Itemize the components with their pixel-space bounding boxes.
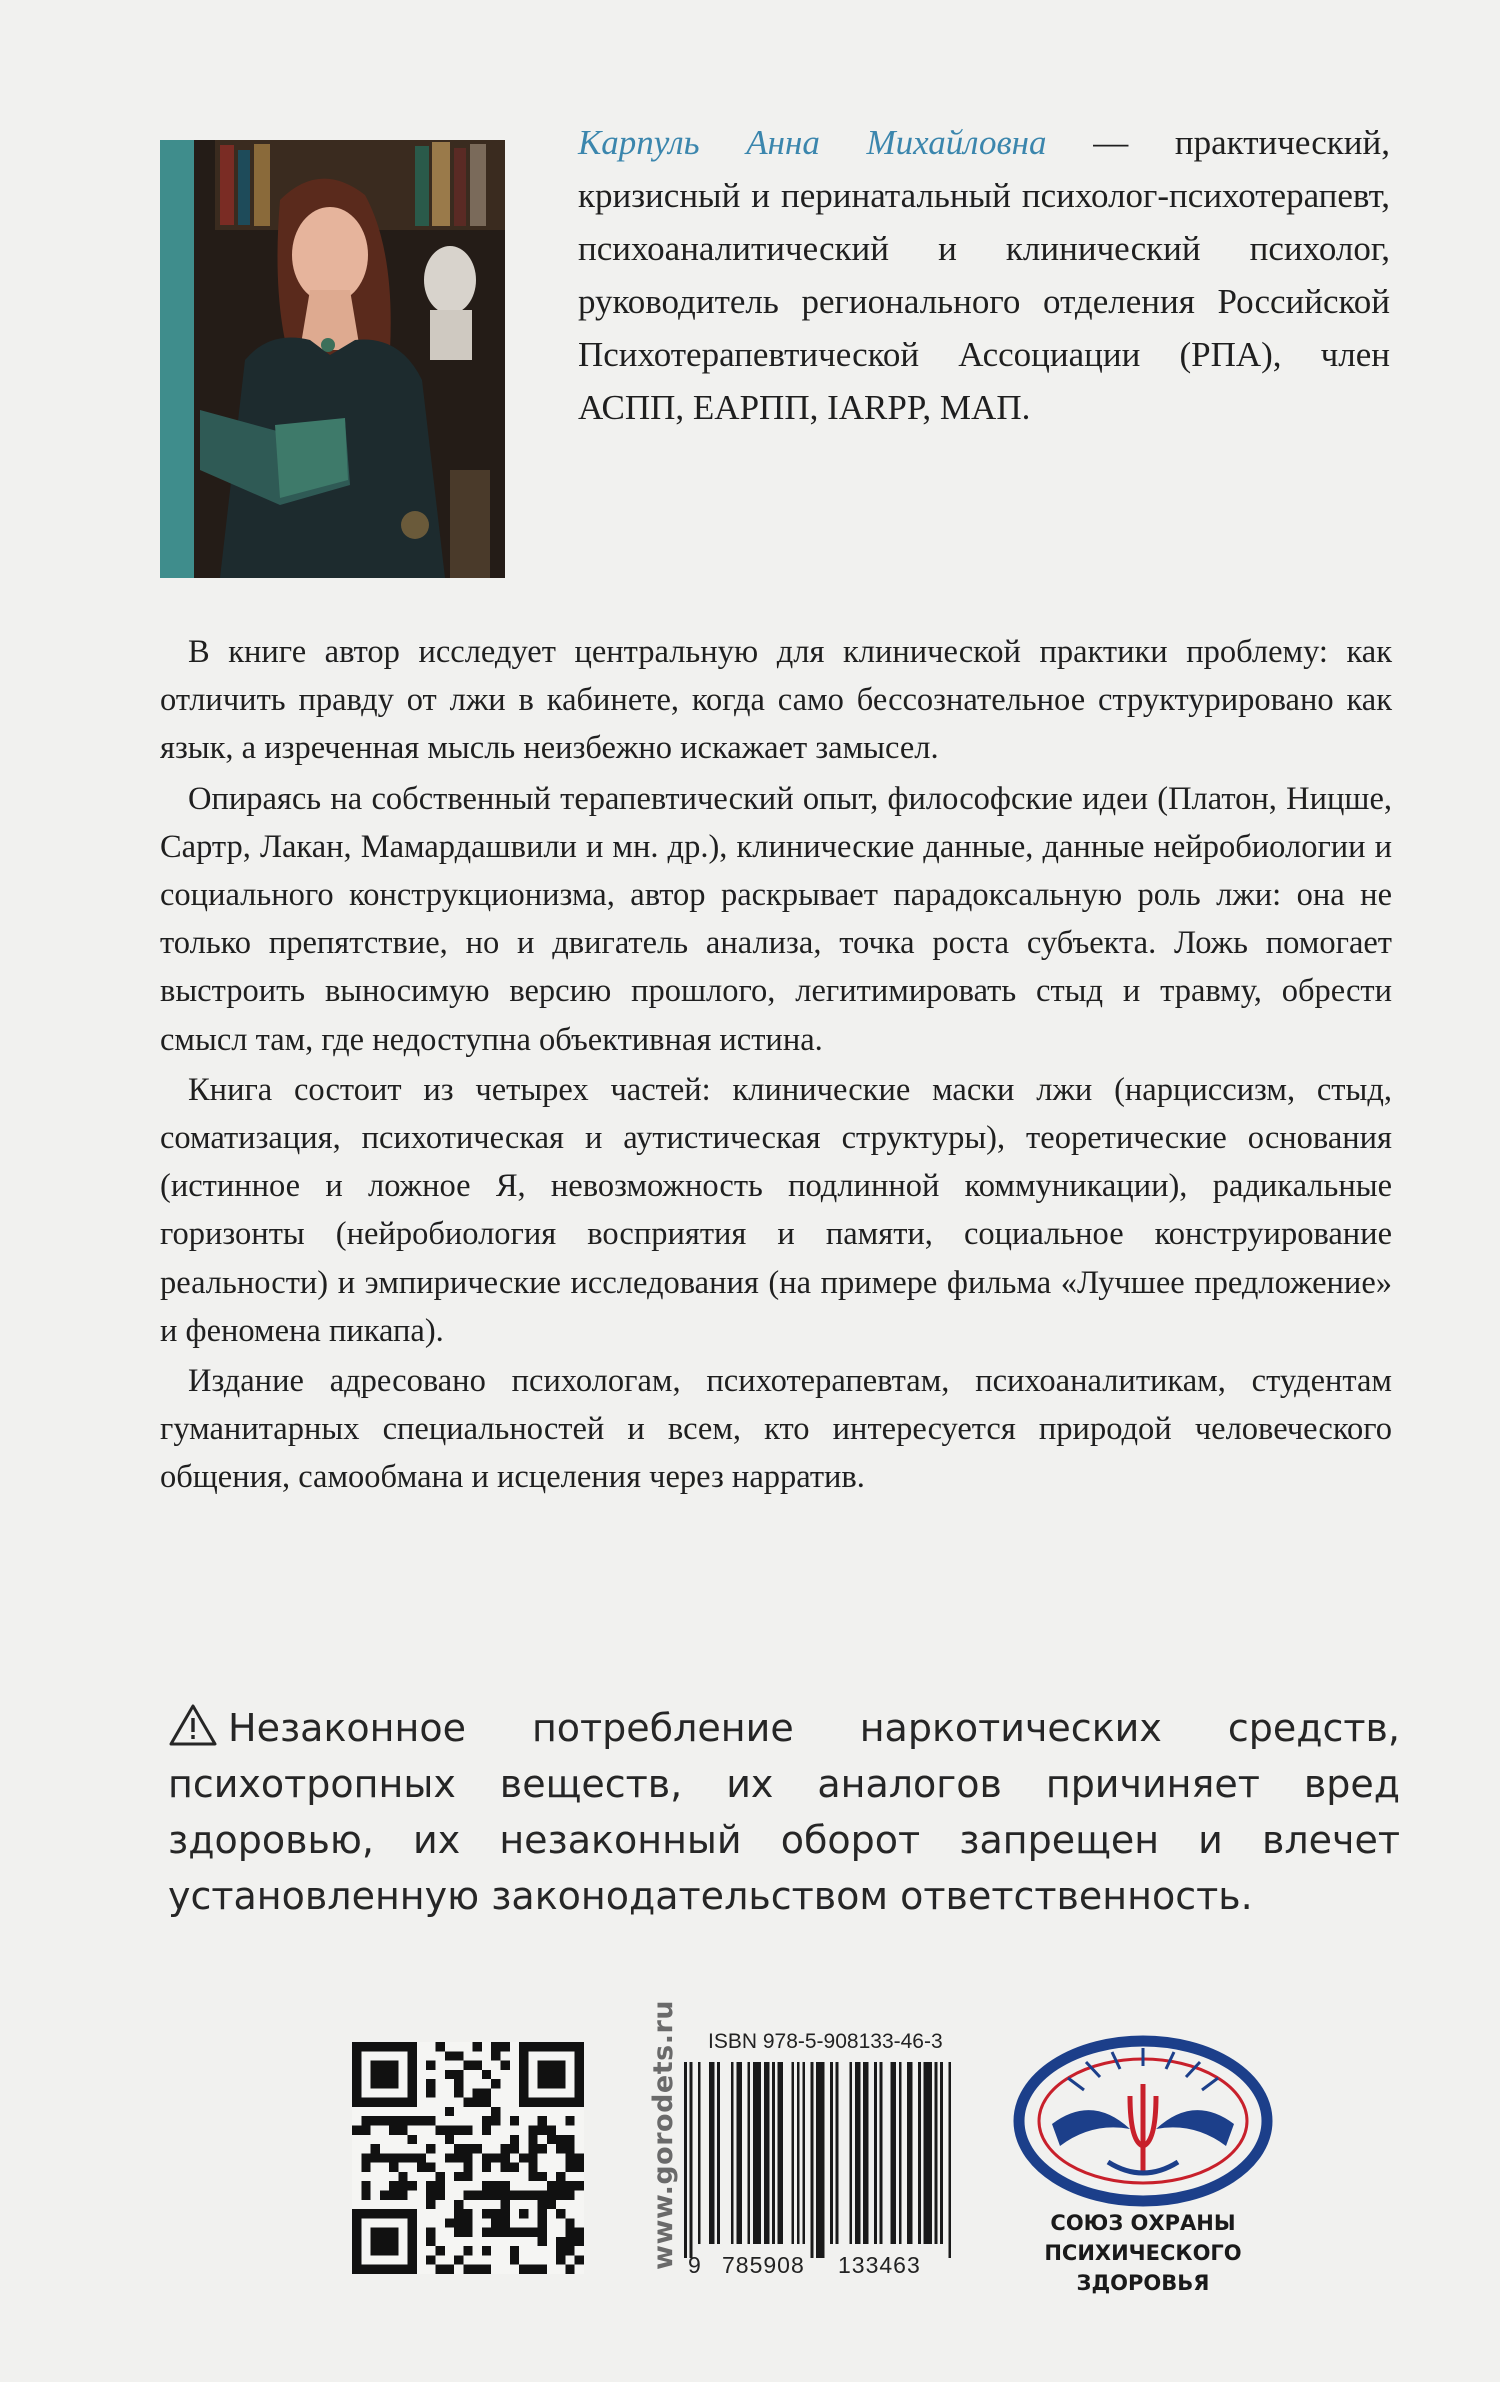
isbn-number: ISBN 978-5-908133-46-3: [708, 2030, 943, 2053]
annotation-paragraph: Опираясь на собственный терапевтический опыт, философские идеи (Платон, Ницше, Сартр, Лакан, Мамардашвили и мн. др.), клинические данные, данные нейробиологии и социального конструкционизма, автор раскрывает парадоксальную роль лжи: она не только препятствие, но и двигатель анализа, точка роста субъекта. Ложь помогает выстроить выносимую версию прошлого, легитимировать стыд и травму, обрести смысл там, где недоступна объективная истина.: [160, 780, 1392, 1058]
annotation-paragraph: В книге автор исследует центральную для клинической практики проблему: как отличить правду от лжи в кабинете, когда само бессознательное структурировано как язык, а изреченная мысль неизбежно искажает замысел.: [160, 634, 1392, 767]
annotation-paragraph: Издание адресовано психологам, психотерапевтам, психоаналитикам, студентам гуманитарных специальностей и всем, кто интересуется природой человеческого общения, самообмана и исцеления через нарратив.: [160, 1363, 1392, 1496]
annotation-paragraph: Книга состоит из четырех частей: клинические маски лжи (нарциссизм, стыд, соматизация, психотическая и аутистическая структуры), теоретические основания (истинное и ложное Я, невозможность подлинной коммуникации), радикальные горизонты (нейробиология восприятия и памяти, социальное конструирование реальности) и эмпирические исследования (на примере фильма «Лучшее предложение» и феномена пикапа).: [160, 1071, 1392, 1349]
author-bio-text: — практический, кризисный и перинатальный психолог-психотерапевт, психоаналитический и клинический психолог, руководитель регионального отделения Российской Психотерапевтической Ассоциации (РПА), член АСПП, ЕАРПП, IARPP, МАП.: [578, 123, 1391, 427]
union-logo-caption: [1000, 2208, 1286, 2298]
logo-caption-line: СОЮЗ ОХРАНЫ: [1050, 2211, 1236, 2235]
qr-code[interactable]: [352, 2042, 584, 2274]
website-url: www.gorodets.ru: [648, 1999, 679, 2270]
author-photo: [160, 140, 505, 578]
author-name: Карпуль Анна Михайловна: [578, 123, 1047, 162]
union-logo: [1012, 2034, 1274, 2208]
author-bio: [578, 116, 1390, 434]
barcode-digits-right: 133463: [838, 2252, 921, 2278]
isbn-barcode: [684, 2062, 954, 2258]
logo-caption-line: ПСИХИЧЕСКОГО ЗДОРОВЬЯ: [1044, 2241, 1242, 2295]
warning-text: Незаконное потребление наркотических средств, психотропных веществ, их аналогов причиняет вред здоровью, их незаконный оборот запрещен и влечет установленную законодательством ответственность.: [168, 1706, 1400, 1918]
barcode-digit-first: 9: [688, 2252, 702, 2278]
warning-triangle-icon: [168, 1703, 218, 1747]
book-annotation: [160, 628, 1392, 1502]
barcode-digits-left: 785908: [722, 2252, 805, 2278]
drug-warning: [168, 1700, 1400, 1924]
